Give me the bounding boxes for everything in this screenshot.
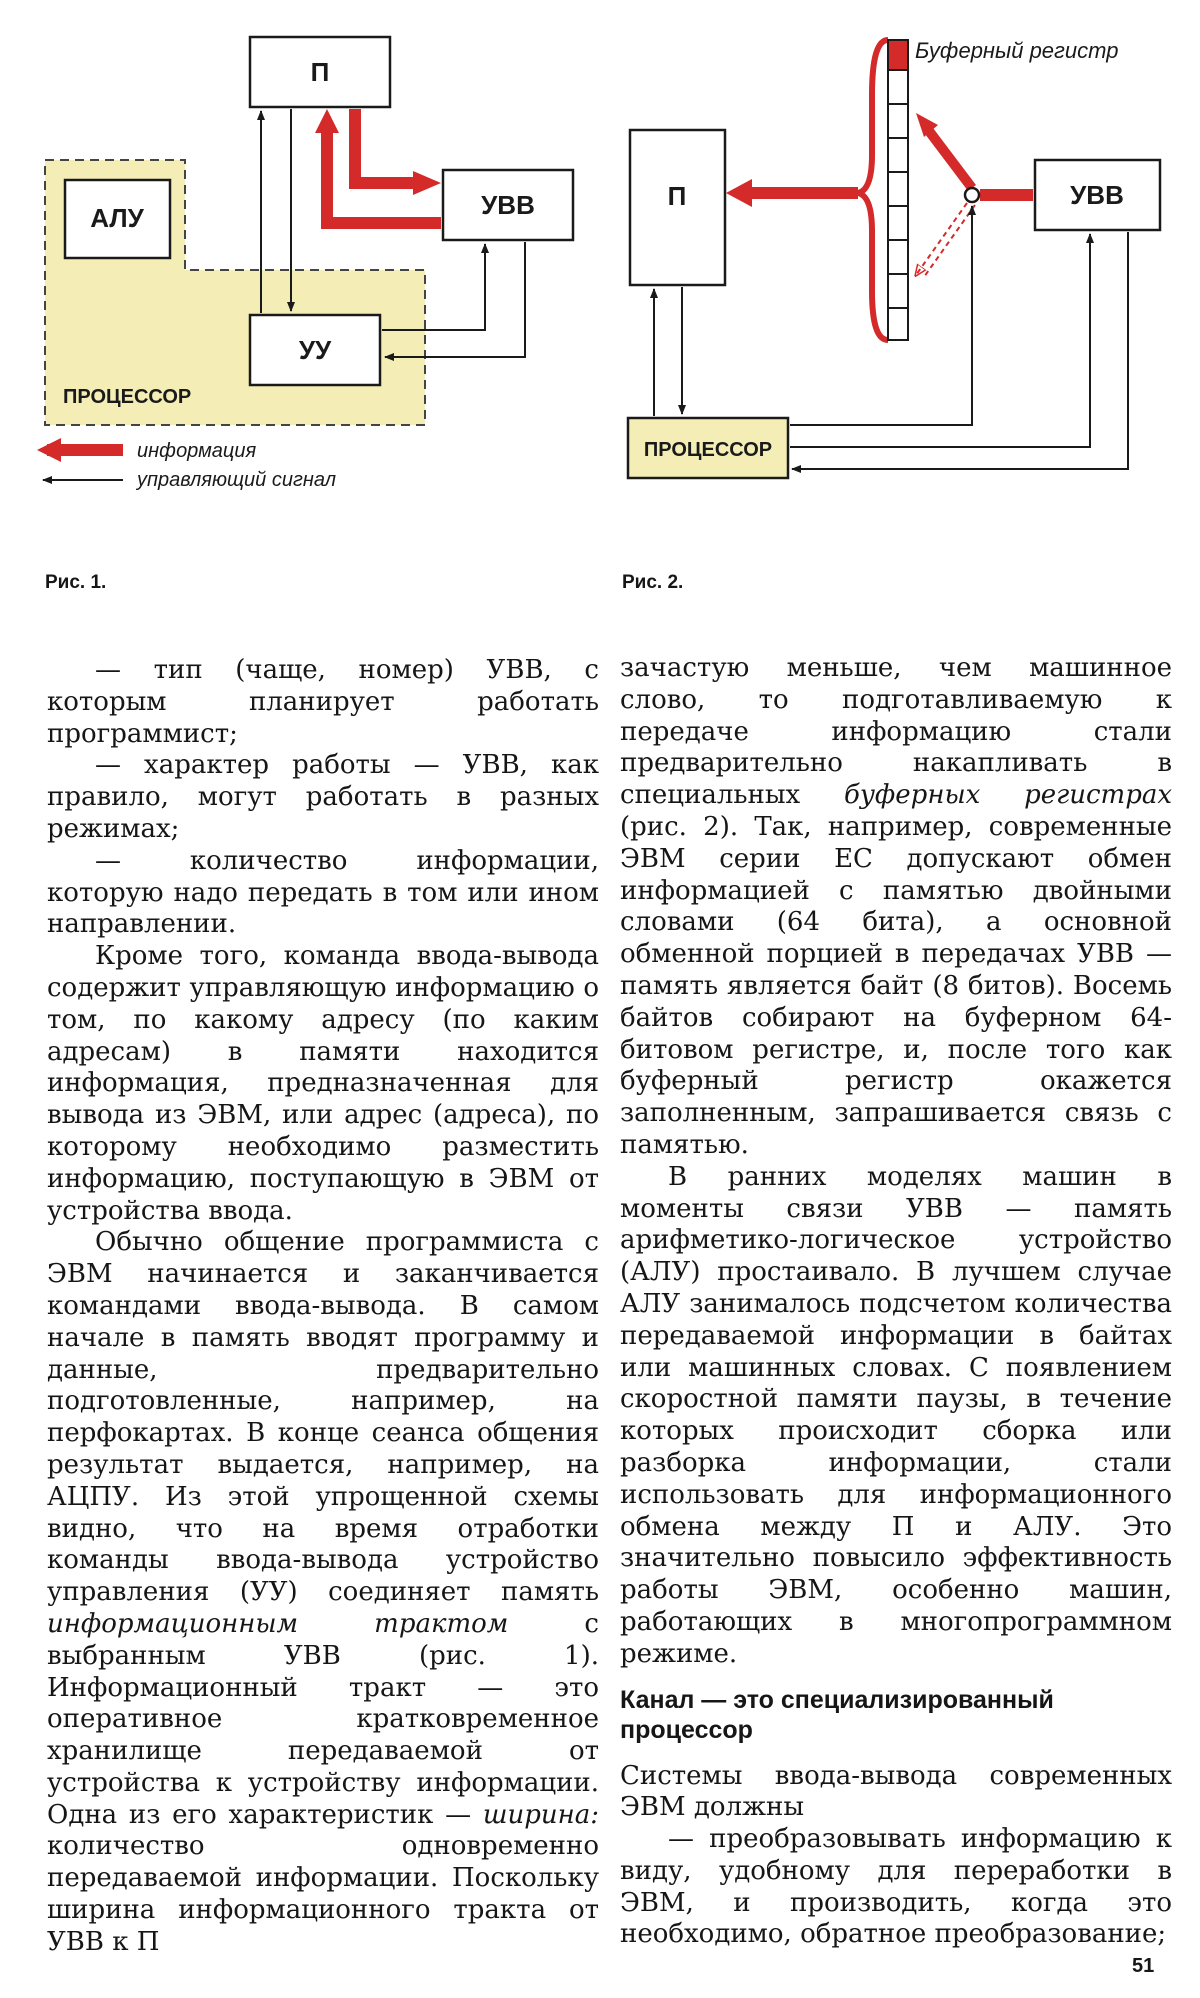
fig2-memory-label: П (667, 181, 687, 211)
paragraph-early-models: В ранних моделях машин в моменты связи УВВ — память арифметико-логическое устройство (АЛУ) простаивало. В лучшем случае АЛУ занималось подсчетом количества передаваемой информации в байтах или машинных словах. С появлением скоростной памяти паузы, в течение которых происходит сборка или разборка информации, стали использовать для информационного обмена между П и АЛУ. Это значительно повысило эффективность работы ЭВМ, особенно машин, работающих в многопрограммном режиме. (620, 1161, 1172, 1669)
paragraph-io-amount: — количество информации, которую надо передать в том или ином направлении. (47, 845, 599, 940)
fig1-memory-label: П (310, 57, 330, 87)
paragraph-io-type: — тип (чаще, номер) УВВ, с которым планирует работать программист; (47, 655, 599, 749)
buffer-register (888, 40, 908, 340)
info-arrow-dashed (916, 203, 967, 275)
fig1-cu-label: УУ (298, 335, 332, 365)
junction-point (965, 188, 979, 202)
control-processor-to-junction (790, 206, 972, 425)
figure-2-caption: Рис. 2. (622, 572, 684, 593)
section-title: Канал — это специализированный процессор (620, 1685, 1054, 1744)
fig1-alu-label: АЛУ (90, 203, 144, 233)
control-processor-to-io (790, 234, 1090, 447)
term-width: ширина: (482, 1799, 599, 1830)
figure-2-diagram (620, 25, 1180, 505)
right-column (620, 653, 1172, 1951)
term-buffer-registers: буферных регистрах (843, 780, 1173, 811)
page-number: 51 (1132, 1955, 1155, 1977)
paragraph-convert-info: — преобразовывать информацию к виду, удобному для переработки в ЭВМ, и производить, когда это необходимо, обратное преобразование; (620, 1824, 1172, 1950)
paragraph-programmer-communication: Обычно общение программиста с ЭВМ начинается и заканчивается командами ввода-вывода. В самом начале в память вводят программу и данные, предварительно подготовленные, например, на перфокартах. В конце сеанса общения результат выдается, например, на АЦПУ. Из этой упрощенной схемы видно, что на время отработки команды ввода-вывода устройство управления (УУ) соединяет память информационным трактом с выбранным УВВ (рис. 1). Информационный тракт — это оперативное кратковременное хранилище передаваемой от устройства к устройству информации. Одна из его характеристик — ширина: количество одновременно передаваемой информации. Поскольку ширина информационного тракта от УВВ к П (47, 1227, 599, 1957)
buffer-register-label: Буферный регистр (915, 38, 1119, 63)
fig1-processor-label: ПРОЦЕССОР (63, 386, 192, 408)
paragraph-io-systems: Системы ввода-вывода современных ЭВМ должны (620, 1760, 1172, 1823)
paragraph-io-mode: — характер работы — УВВ, как правило, могут работать в разных режимах; (47, 750, 599, 844)
left-column (47, 655, 599, 1959)
control-io-to-processor (792, 232, 1128, 469)
figure-1-diagram (35, 25, 595, 505)
figure-1-caption: Рис. 1. (45, 572, 107, 593)
paragraph-buffer-registers: зачастую меньше, чем машинное слово, то подготавливаемую к передаче информацию стали предварительно накапливать в специальных буферных регистрах (рис. 2). Так, например, современные ЭВМ серии ЕС допускают обмен информацией с памятью двойными словами (64 бита), а основной обменной порцией в передачах УВВ — память является байт (8 битов). Восемь байтов собирают на буферном 64-битовом регистре, и, после того как буферный регистр окажется заполненным, запрашивается связь с памятью. (620, 653, 1173, 1160)
paragraph-control-info: Кроме того, команда ввода-вывода содержит управляющую информацию о том, по какому адресу (по каким адресам) в памяти находится информация, предназначенная для вывода из ЭВМ, или адрес (адреса), по которому необходимо разместить информацию, поступающую в ЭВМ от устройства ввода. (47, 941, 599, 1226)
info-arrow-memory-to-io (355, 109, 415, 183)
fig1-io-label: УВВ (481, 190, 535, 220)
fig2-processor-label: ПРОЦЕССОР (643, 439, 773, 461)
term-info-path: информационным трактом (47, 1608, 509, 1639)
legend-info-label: информация (137, 440, 257, 462)
fig2-io-label: УВВ (1070, 180, 1124, 210)
buffer-brace (858, 40, 888, 340)
legend-control-label: управляющий сигнал (137, 469, 337, 491)
